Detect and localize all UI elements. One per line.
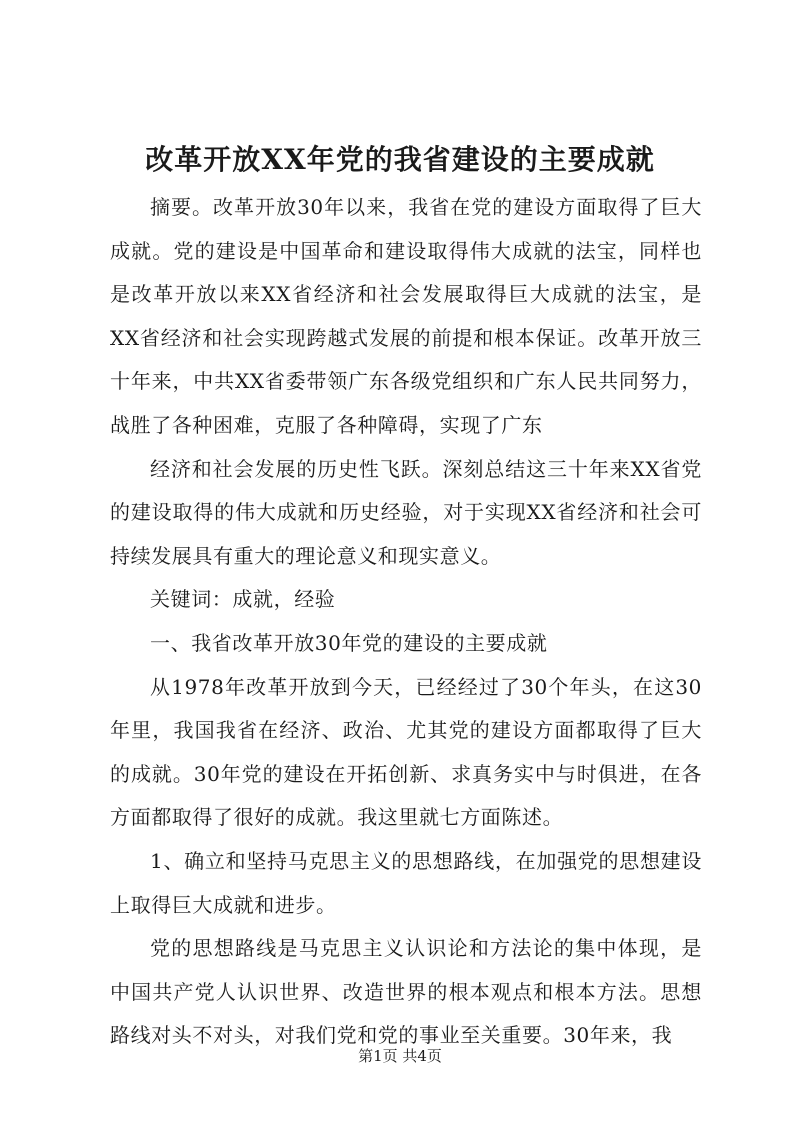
document-body	[110, 186, 702, 1058]
body-paragraph: 从1978年改革开放到今天，已经经过了30个年头，在这30年里，我国我省在经济、政治、尤其党的建设方面都取得了巨大的成就。30年党的建设在开拓创新、求真务实中与时俱进，在各方面都取得了很好的成就。我这里就七方面陈述。	[110, 674, 702, 830]
page-number-footer: 第1页 共4页	[358, 1047, 442, 1065]
document-title: 改革开放XX年党的我省建设的主要成就	[145, 143, 655, 176]
body-paragraph: 党的思想路线是马克思主义认识论和方法论的集中体现，是中国共产党人认识世界、改造世界的根本观点和根本方法。思想路线对头不对头，对我们党和党的事业至关重要。30年来，我	[110, 936, 702, 1048]
section-heading: 一、我省改革开放30年党的建设的主要成就	[150, 630, 548, 655]
abstract-continuation-paragraph: 经济和社会发展的历史性飞跃。深刻总结这三十年来XX省党的建设取得的伟大成就和历史经验，对于实现XX省经济和社会可持续发展具有重大的理论意义和现实意义。	[110, 456, 702, 568]
abstract-paragraph: 摘要。改革开放30年以来，我省在党的建设方面取得了巨大成就。党的建设是中国革命和建设取得伟大成就的法宝，同样也是改革开放以来XX省经济和社会发展取得巨大成就的法宝，是XX省经济和社会实现跨越式发展的前提和根本保证。改革开放三十年来，中共XX省委带领广东各级党组织和广东人民共同努力，战胜了各种困难，克服了各种障碍，实现了广东	[110, 195, 702, 437]
subsection-heading: 1、确立和坚持马克思主义的思想路线，在加强党的思想建设上取得巨大成就和进步。	[110, 848, 702, 917]
keywords-line: 关键词：成就，经验	[150, 587, 336, 612]
